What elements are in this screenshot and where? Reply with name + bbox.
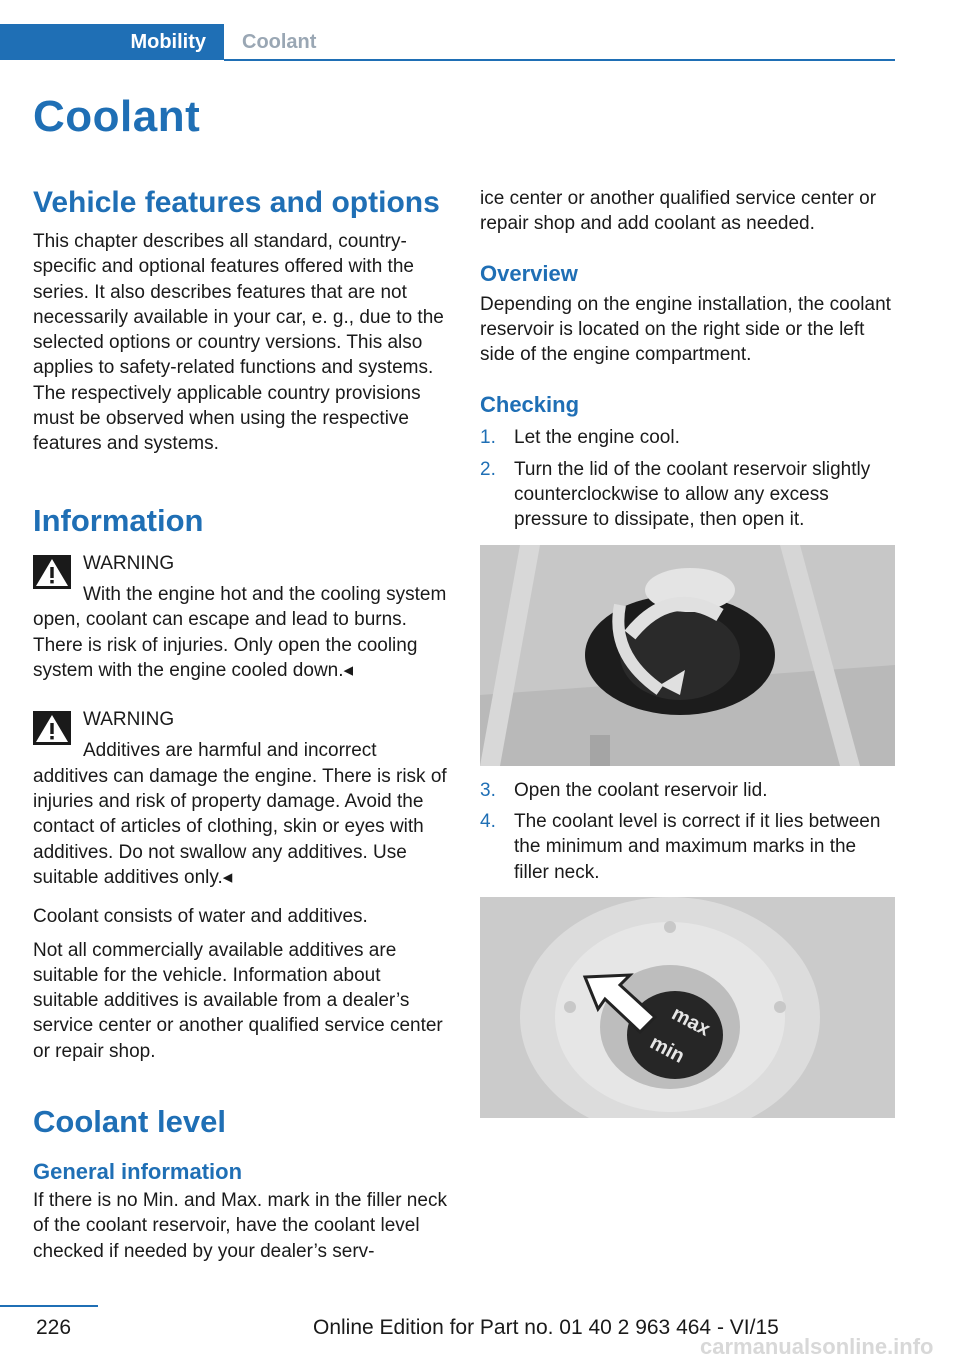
coolant-composition-text: Coolant consists of water and additives. <box>33 906 368 928</box>
heading-information: Information <box>33 502 204 538</box>
page-number: 226 <box>36 1316 72 1339</box>
checking-steps-a <box>480 425 896 532</box>
right-column <box>480 184 896 1118</box>
heading-overview: Overview <box>480 260 578 286</box>
filler-neck-marks-figure <box>480 897 895 1118</box>
additives-availability-text: Not all commercially available additives are suitable for the vehicle. Information about suitable additives is available from a dealer’s service center or another qualified service center or repair shop. <box>33 939 443 1062</box>
edition-info: Online Edition for Part no. 01 40 2 963 464 - VI/15 <box>313 1316 779 1339</box>
general-information-text: If there is no Min. and Max. mark in the filler neck of the coolant reservoir, have the coolant level checked if needed by your dealer’s serv- <box>33 1190 447 1262</box>
vehicle-features-text: This chapter describes all standard, country-specific and optional features offered with the series. It also describes features that are not necessarily available in your car, e. g., due to the selected options or country versions. This also applies to safety-related functions and systems. The respectively applicable country provisions must be observed when using the respective features and systems. <box>33 231 444 455</box>
min-mark-label: min <box>646 1031 688 1068</box>
warning-triangle-icon <box>33 711 71 745</box>
watermark: carmanualsonline.info <box>700 1334 934 1359</box>
header-tabbar <box>0 24 895 62</box>
continued-text: ice center or another qualified service center or repair shop and add coolant as needed. <box>480 188 877 235</box>
overview-text: Depending on the engine installation, the coolant reservoir is located on the right side or the left side of the engine compartment. <box>480 293 891 366</box>
step-3: 3. Open the coolant reservoir lid. <box>480 779 768 801</box>
tab-coolant[interactable]: Coolant <box>242 31 317 53</box>
header-rule <box>224 59 895 61</box>
max-mark-label: max <box>668 1002 714 1041</box>
page-title: Coolant <box>33 92 201 141</box>
warning-triangle-icon <box>33 555 71 589</box>
step-2: 2. Turn the lid of the coolant reservoir slightly counterclockwise to allow any excess pressure to dissipate, then open it. <box>480 458 871 531</box>
warning-hot-engine <box>33 551 449 683</box>
warning-title: WARNING <box>83 709 175 731</box>
left-column <box>33 184 449 1264</box>
checking-steps-b <box>480 778 896 885</box>
heading-general-information: General information <box>33 1159 243 1185</box>
warning-text: With the engine hot and the cooling system open, coolant can escape and lead to burns. There is risk of injuries. Only open the cooling system with the engine cooled down.◂ <box>33 583 447 681</box>
step-1: 1. Let the engine cool. <box>480 427 680 449</box>
warning-title: WARNING <box>83 552 175 574</box>
warning-text: Additives are harmful and incorrect additives can damage the engine. There is risk of injuries and risk of property damage. Avoid the contact of articles of clothing, skin or eyes with additives. Do not swallow any additives. Use suitable additives only.◂ <box>33 740 447 888</box>
heading-vehicle-features: Vehicle features and options <box>33 186 440 219</box>
step-4: 4. The coolant level is correct if it lies between the minimum and maximum marks in the filler neck. <box>480 810 881 883</box>
heading-checking: Checking <box>480 392 580 418</box>
warning-additives <box>33 707 449 890</box>
tab-mobility[interactable]: Mobility <box>0 24 224 60</box>
footer-rule <box>0 1305 98 1307</box>
heading-coolant-level: Coolant level <box>33 1104 226 1140</box>
coolant-reservoir-lid-figure <box>480 545 895 766</box>
